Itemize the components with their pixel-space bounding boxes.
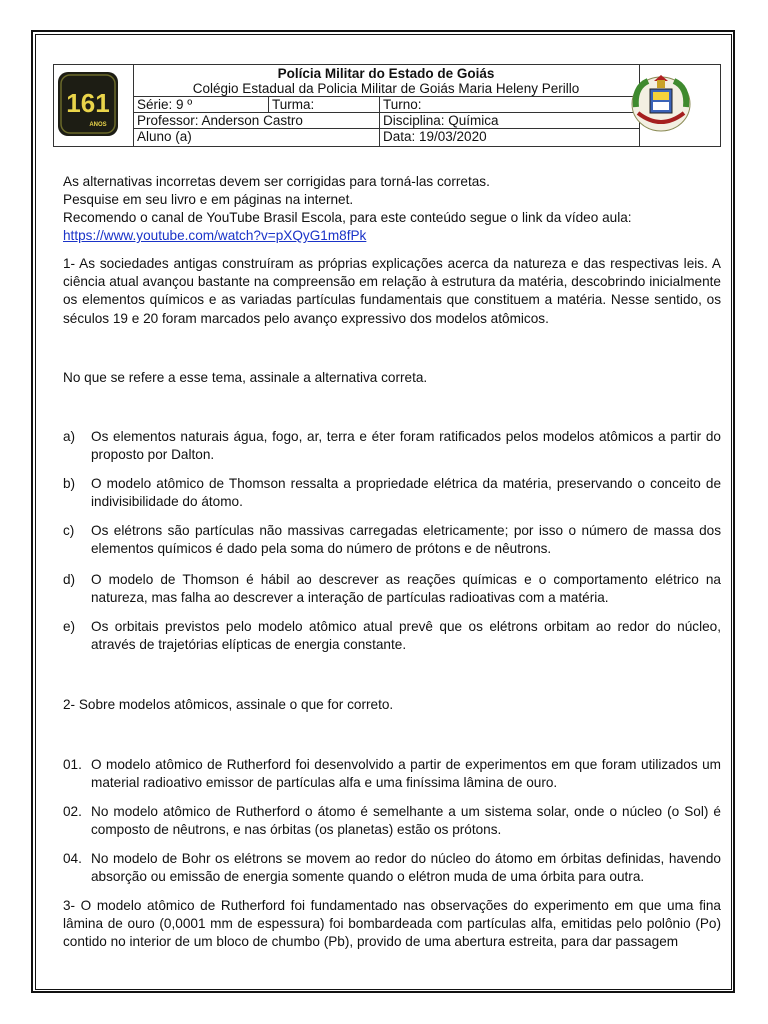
- option-01: [63, 756, 721, 792]
- header-institution: Polícia Militar do Estado de Goiás: [277, 66, 495, 81]
- option-text: O modelo de Thomson é hábil ao descrever as reações químicas e o comportamento elétrico na natureza, mas falha ao descrever a interação de partículas radioativas com a matéria.: [91, 572, 721, 606]
- option-a: [63, 428, 721, 464]
- logo-subtitle: ANOS: [89, 122, 107, 128]
- option-text: Os elétrons são partículas não massivas carregadas eletricamente; por isso o número de massa dos elementos químicos é dado pela soma do número de prótons e de nêutrons.: [91, 523, 721, 557]
- header-rule: [379, 96, 380, 147]
- header-serie: Série: 9 º: [137, 97, 193, 112]
- police-crest-icon: [626, 69, 696, 135]
- option-text: O modelo atômico de Thomson ressalta a propriedade elétrica da matéria, preservando o conceito de indivisibilidade do átomo.: [91, 476, 721, 510]
- option-04: [63, 850, 721, 886]
- option-02: [63, 803, 721, 839]
- option-c: [63, 522, 721, 558]
- option-marker: b): [63, 476, 76, 491]
- header-rule: [268, 96, 269, 113]
- option-marker: d): [63, 572, 76, 587]
- option-marker: a): [63, 429, 76, 444]
- header-turno: Turno:: [383, 97, 422, 112]
- option-marker: 01.: [63, 757, 82, 772]
- option-text: Os orbitais previstos pelo modelo atômico atual prevê que os elétrons orbitam ao redor do núcleo, através de trajetórias elípticas de energia constante.: [91, 619, 721, 653]
- instruction-line: As alternativas incorretas devem ser corrigidas para torná-las corretas.: [63, 174, 490, 189]
- option-d: [63, 571, 721, 607]
- logo-number: 161: [66, 88, 110, 118]
- option-e: [63, 618, 721, 654]
- instruction-line: Recomendo o canal de YouTube Brasil Escola, para este conteúdo segue o link da vídeo aula:: [63, 210, 632, 225]
- option-text: Os elementos naturais água, fogo, ar, terra e éter foram ratificados pelos modelos atômicos a partir do proposto por Dalton.: [91, 429, 721, 463]
- instruction-line: Pesquise em seu livro e em páginas na internet.: [63, 192, 354, 207]
- option-text: O modelo atômico de Rutherford foi desenvolvido a partir de experimentos em que foram utilizados um material radioativo emissor de partículas alfa e uma finíssima lâmina de ouro.: [91, 757, 721, 791]
- header-professor: Professor: Anderson Castro: [137, 113, 303, 128]
- option-text: No modelo atômico de Rutherford o átomo é semelhante a um sistema solar, onde o núcleo (o Sol) é composto de nêutrons, e nas órbitas (os planetas) estão os prótons.: [91, 804, 721, 838]
- option-marker: c): [63, 523, 75, 538]
- question-2-text: 2- Sobre modelos atômicos, assinale o que for correto.: [63, 697, 394, 712]
- header-disciplina: Disciplina: Química: [383, 113, 499, 128]
- option-marker: 04.: [63, 851, 82, 866]
- question-1-prompt: No que se refere a esse tema, assinale a alternativa correta.: [63, 370, 428, 385]
- option-b: [63, 475, 721, 511]
- header-school: Colégio Estadual da Policia Militar de Goiás Maria Heleny Perillo: [192, 81, 580, 96]
- option-marker: e): [63, 619, 76, 634]
- question-1-text: 1- As sociedades antigas construíram as próprias explicações acerca da natureza e das respectivas leis. A ciência atual avançou bastante na compreensão em relação à estrutura da matéria, descobrindo inicialmente os elementos químicos e as variadas partículas fundamentais que constituem a matéria. Nesse sentido, os séculos 19 e 20 foram marcados pelo avanço expressivo dos modelos atômicos.: [63, 256, 721, 326]
- video-link[interactable]: https://www.youtube.com/watch?v=pXQyG1m8fPk: [63, 228, 367, 243]
- option-marker: 02.: [63, 804, 82, 819]
- header-aluno: Aluno (a): [137, 129, 192, 144]
- header-turma: Turma:: [272, 97, 315, 112]
- question-3-text: 3- O modelo atômico de Rutherford foi fundamentado nas observações do experimento em que uma fina lâmina de ouro (0,0001 mm de espessura) foi bombardeada com partículas alfa, emitidas pelo polônio (Po) contido no interior de um bloco de chumbo (Pb), provido de uma abertura estreita, para dar passagem: [63, 898, 721, 950]
- option-text: No modelo de Bohr os elétrons se movem ao redor do núcleo do átomo em órbitas definidas, havendo absorção ou emissão de energia somente quando o elétron muda de uma órbita para outra.: [91, 851, 721, 885]
- anniversary-logo: [58, 72, 118, 136]
- header-data: Data: 19/03/2020: [383, 129, 487, 144]
